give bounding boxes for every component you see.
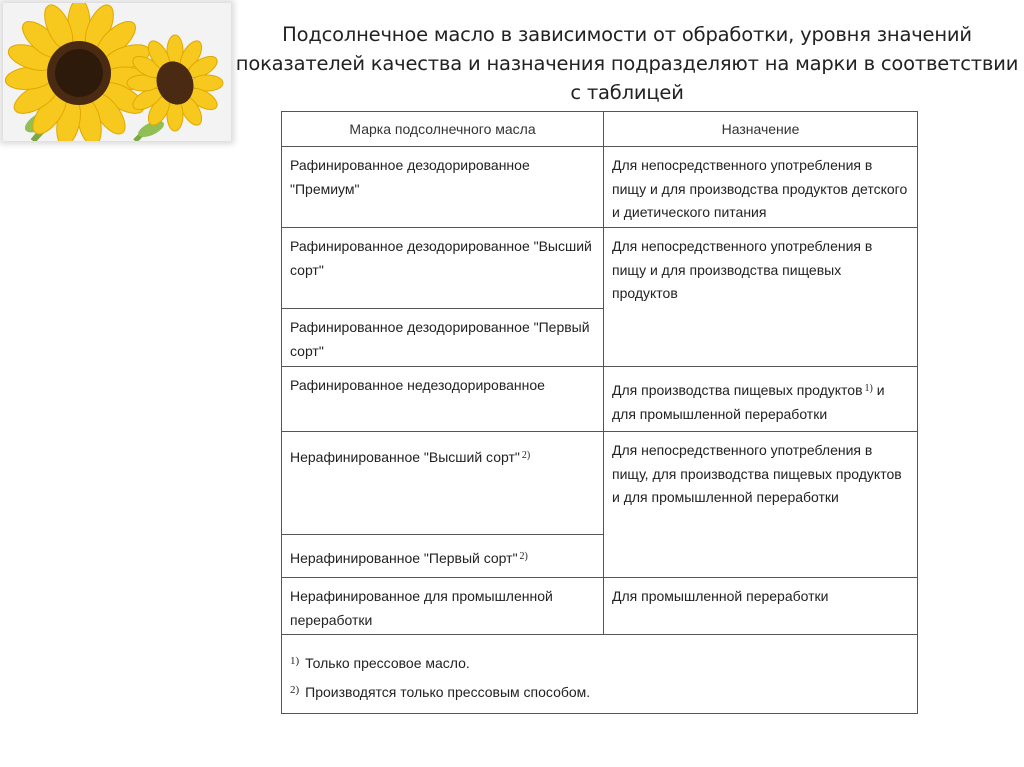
grade-cell [282, 228, 604, 309]
notes-cell [282, 635, 918, 714]
footnote-mark: 1) [864, 383, 873, 394]
sunflower-photo [3, 3, 231, 141]
footnote-2 [290, 678, 909, 707]
purpose-text: Для непосредственного употребления в пищу, для производства пищевых продуктов и для промышленной переработки [612, 442, 902, 505]
footnote-mark: 1) [290, 655, 300, 667]
footnote-mark: 2) [521, 450, 531, 461]
purpose-cell [604, 228, 918, 367]
grade-text: Рафинированное дезодорированное "Первый сорт" [290, 319, 590, 359]
footnote-mark: 2) [290, 684, 300, 696]
purpose-text: Для промышленной переработки [612, 588, 829, 604]
footnote-text: Производятся только прессовым способом. [305, 684, 591, 700]
grade-text [282, 535, 603, 571]
grade-cell [282, 367, 604, 432]
footnote-1 [290, 649, 909, 678]
grade-cell [282, 578, 604, 635]
grade-text-main: Нерафинированное "Первый сорт" [290, 550, 518, 566]
purpose-cell [604, 432, 918, 578]
grade-text-main: Нерафинированное "Высший сорт" [290, 449, 520, 465]
page-title: Подсолнечное масло в зависимости от обработки, уровня значений показателей качества и назначения подразделяют на марки в соответствии с таблицей [235, 23, 1019, 104]
grade-text: Нерафинированное для промышленной переработки [290, 588, 553, 628]
table-row [282, 228, 918, 309]
table-row [282, 367, 918, 432]
column-header-purpose: Назначение [604, 112, 918, 147]
grade-cell [282, 432, 604, 535]
grade-cell [282, 309, 604, 367]
footnote-text: Только прессовое масло. [305, 655, 470, 671]
table-row [282, 432, 918, 535]
grade-text: Рафинированное дезодорированное "Премиум" [290, 157, 530, 197]
table-row [282, 147, 918, 228]
purpose-text: Для непосредственного употребления в пищу и для производства продуктов детского и диетического питания [612, 157, 908, 220]
purpose-cell [604, 578, 918, 635]
table-notes-row [282, 635, 918, 714]
grade-text [282, 432, 603, 470]
grade-cell [282, 535, 604, 578]
purpose-text [604, 367, 917, 426]
grade-text: Рафинированное недезодорированное [290, 377, 545, 393]
purpose-text: Для непосредственного употребления в пищу и для производства пищевых продуктов [612, 238, 873, 301]
purpose-text-tail: и для промышленной переработки [612, 382, 885, 422]
grade-cell [282, 147, 604, 228]
grades-table [281, 111, 918, 714]
grade-text: Рафинированное дезодорированное "Высший сорт" [290, 238, 592, 278]
purpose-text-main: Для производства пищевых продуктов [612, 382, 863, 398]
footnote-mark: 2) [519, 551, 528, 562]
purpose-cell [604, 147, 918, 228]
column-header-grade: Марка подсолнечного масла [282, 112, 604, 147]
table-row [282, 578, 918, 635]
sunflower-image [3, 3, 231, 141]
table-header-row [282, 112, 918, 147]
purpose-cell [604, 367, 918, 432]
